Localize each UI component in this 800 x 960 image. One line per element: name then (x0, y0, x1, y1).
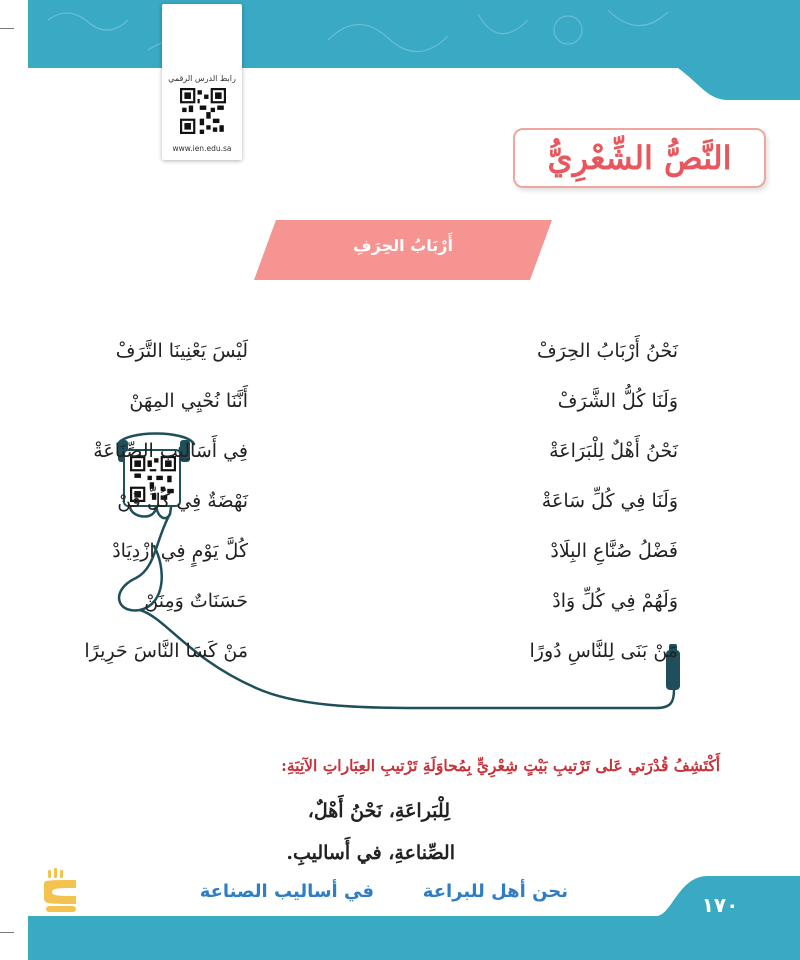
poem-line-7-second: مَنْ كَسَا النَّاسَ حَرِيرًا (84, 640, 248, 662)
poem-title: أَرْبَابُ الحِرَفِ (353, 236, 453, 255)
poem-line-4-first: وَلَنَا فِي كُلِّ سَاعَةْ (541, 490, 678, 512)
poem-line-7-first: مَنْ بَنَى لِلنَّاسِ دُورًا (529, 640, 678, 662)
digital-lesson-card[interactable] (162, 4, 242, 160)
digital-lesson-url[interactable]: www.ien.edu.sa (172, 144, 232, 153)
qr-code-icon[interactable] (180, 88, 226, 134)
bottom-decorative-band (28, 876, 800, 960)
digital-lesson-label: رابط الدرس الرقمي (168, 74, 236, 83)
poem-line-2-first: وَلَنَا كُلُّ الشَّرَفْ (557, 390, 678, 412)
answer-part-2[interactable]: في أساليب الصناعة (199, 881, 374, 902)
poem-line-6-second: حَسَنَاتٌ وَمِنَنْ (144, 590, 248, 612)
scrambled-phrase-1: لِلْبَراعَةِ، نَحْنُ أَهْلٌ، (307, 800, 450, 822)
top-decorative-band (28, 0, 800, 100)
page-number: ١٧٠ (701, 893, 739, 917)
poem-line-1-second: لَيْسَ يَعْنِينَا التَّرَفْ (115, 340, 248, 362)
answer-part-1[interactable]: نحن أهل للبراعة (422, 881, 568, 902)
poem-line-3-second: فِي أَسَالِيبِ الصِّنَاعَةْ (93, 440, 248, 462)
crop-mark (0, 28, 14, 29)
crop-mark (0, 932, 14, 933)
section-title: النَّصُّ الشِّعْرِيُّ (547, 139, 732, 177)
audio-headphone-decoration (96, 418, 696, 718)
poem-line-4-second: نَهْضَةٌ فِي كُلِّ فَنْ (117, 490, 248, 512)
poem-line-3-first: نَحْنُ أَهْلٌ لِلْبَرَاعَةْ (549, 440, 678, 462)
poem-line-6-first: وَلَهُمْ فِي كُلِّ وَادْ (552, 590, 678, 612)
activity-prompt: أَكْتَشِفُ قُدْرَتي عَلى تَرْتيبِ بَيْتٍ شِعْرِيٍّ بِمُحاوَلَةِ تَرْتيبِ العِبَاراتِ الآتِيَةِ: (281, 756, 720, 775)
scrambled-phrase-2: الصِّناعةِ، في أَساليبِ. (286, 842, 455, 864)
publisher-logo-icon (40, 868, 80, 914)
poem-line-5-second: كُلَّ يَوْمٍ فِي ازْدِيَادْ (112, 540, 248, 562)
section-title-box (513, 128, 766, 188)
poem-line-1-first: نَحْنُ أَرْبَابُ الحِرَفْ (536, 340, 678, 362)
poem-line-2-second: أَنَّنَا نُحْيِي المِهَنْ (129, 390, 248, 412)
poem-line-5-first: فَضْلُ صُنَّاعِ البِلَادْ (550, 540, 678, 562)
